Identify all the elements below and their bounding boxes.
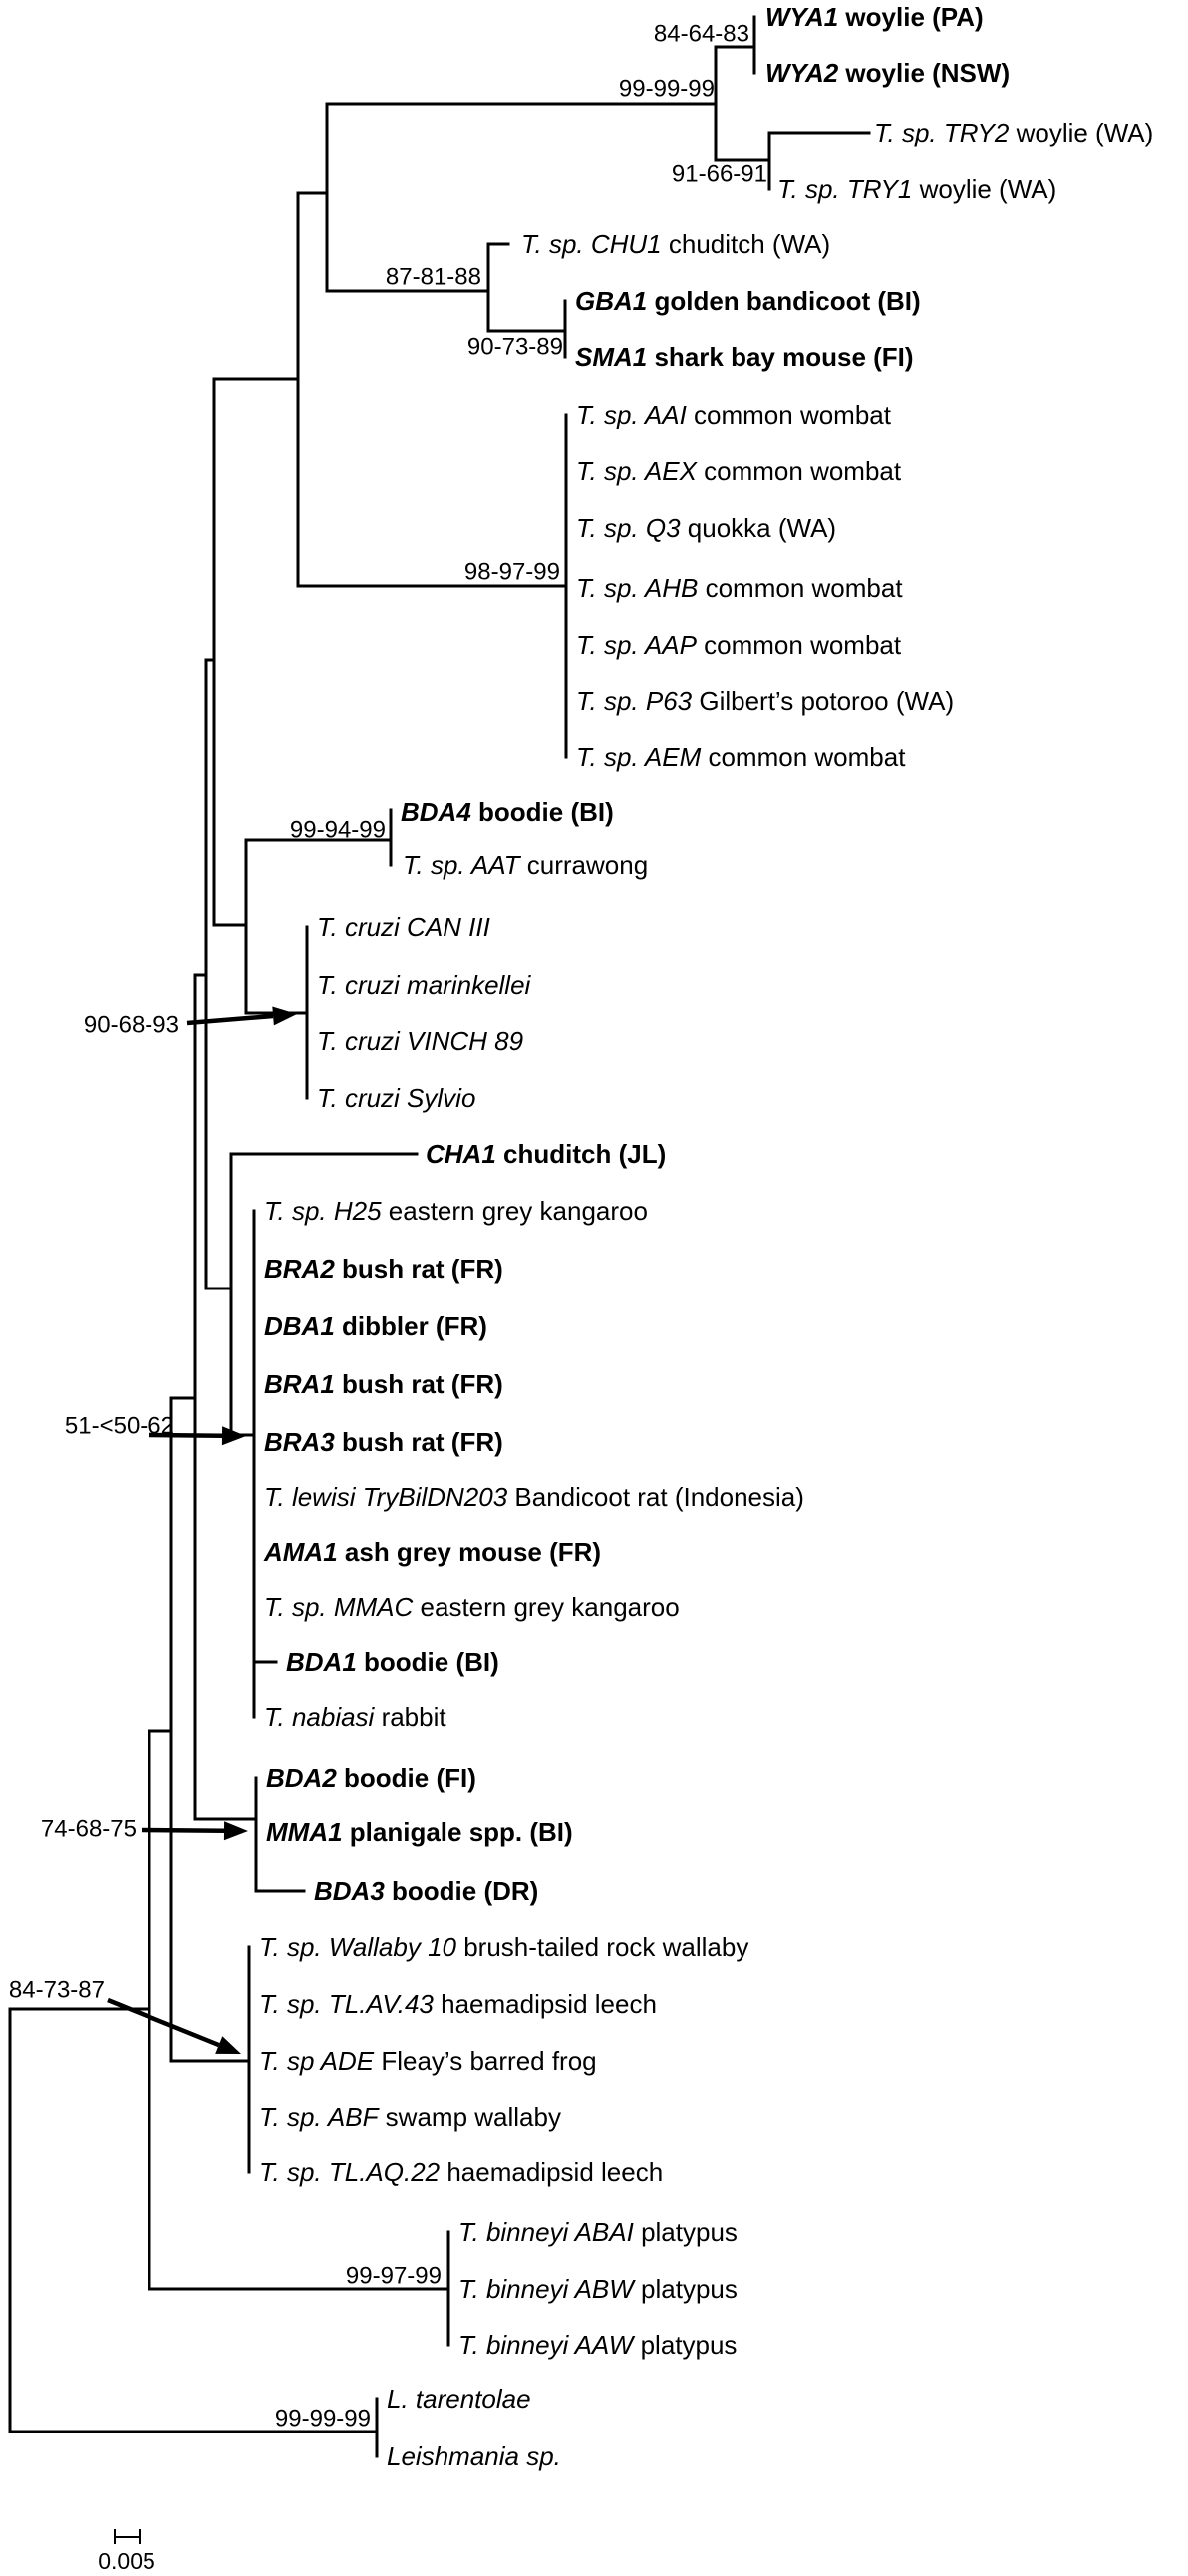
taxon-label-bra1: [264, 1369, 503, 1399]
support-values-outgroup-clade: 99-99-99: [274, 2405, 371, 2433]
scale-bar: [98, 2529, 155, 2574]
taxon-label-wya1: [765, 2, 984, 32]
taxon-label-tl-av-43: [259, 1989, 657, 2019]
taxon-label-segment: boodie (DR): [384, 1876, 539, 1907]
taxon-label-segment: common wombat: [696, 456, 902, 487]
taxon-label-try2: [874, 118, 1153, 147]
taxon-label-segment: GBA1: [575, 286, 648, 317]
taxon-label-segment: MMA1: [266, 1817, 343, 1848]
taxon-label-segment: L. tarentolae: [387, 2384, 531, 2415]
taxon-label-try1: [777, 174, 1056, 204]
taxon-label-q3: [576, 513, 836, 543]
taxon-label-aap: [576, 630, 902, 660]
taxon-label-segment: haemadipsid leech: [440, 2157, 664, 2188]
taxon-label-segment: T. sp. Wallaby 10: [259, 1932, 456, 1963]
taxon-label-segment: BDA1: [286, 1647, 357, 1678]
taxon-label-segment: T. sp. Q3: [576, 513, 681, 544]
taxon-label-segment: ash grey mouse (FR): [337, 1537, 602, 1568]
taxon-label-segment: BRA2: [264, 1254, 335, 1285]
taxon-label-segment: shark bay mouse (FI): [647, 342, 914, 373]
taxon-label-segment: T. sp. H25: [264, 1196, 382, 1227]
taxon-label-segment: T. cruzi VINCH 89: [317, 1026, 524, 1057]
taxon-label-segment: BRA3: [264, 1427, 335, 1458]
taxon-label-segment: chuditch (JL): [495, 1139, 667, 1170]
taxon-label-segment: currawong: [519, 850, 649, 881]
taxon-label-dba1: [264, 1311, 487, 1341]
taxon-label-segment: T. sp. MMAC: [264, 1592, 414, 1623]
taxon-label-segment: rabbit: [374, 1702, 446, 1733]
taxon-label-segment: common wombat: [701, 742, 906, 773]
support-arrow-shaft-bda2-clade: [142, 1830, 224, 1831]
taxon-label-ahb: [576, 573, 903, 603]
support-values-bda4-aat-clade: 99-94-99: [289, 816, 386, 844]
taxon-label-nabiasi: [264, 1702, 446, 1732]
taxon-label-aat: [403, 850, 648, 880]
taxon-label-sma1: [575, 342, 914, 372]
taxon-label-segment: woylie (PA): [838, 2, 984, 33]
taxon-label-segment: boodie (BI): [470, 797, 614, 828]
taxon-label-segment: T. sp. TRY1: [777, 174, 913, 205]
support-arrow-head-wallaby-clade: [215, 2036, 241, 2054]
taxon-label-cruzi-can-iii: [317, 912, 490, 942]
taxon-label-segment: swamp wallaby: [378, 2102, 561, 2133]
taxon-label-chu1: [521, 229, 830, 259]
taxon-label-aai: [576, 400, 892, 429]
taxon-label-segment: SMA1: [575, 342, 648, 373]
support-arrow-shaft-cruzi-clade: [187, 1016, 273, 1023]
taxon-label-segment: common wombat: [698, 573, 903, 604]
taxon-label-segment: T. sp. AEX: [576, 456, 697, 487]
taxon-label-segment: brush-tailed rock wallaby: [456, 1932, 749, 1963]
taxon-label-segment: T. cruzi Sylvio: [317, 1083, 476, 1114]
support-arrow-shaft-lewisi-clade: [149, 1435, 222, 1436]
support-arrow-head-lewisi-clade: [222, 1426, 246, 1445]
taxon-label-segment: AMA1: [264, 1537, 338, 1568]
taxon-label-segment: BRA1: [264, 1369, 335, 1400]
taxon-label-segment: chuditch (WA): [661, 229, 831, 260]
taxon-label-segment: platypus: [633, 2330, 738, 2361]
taxon-label-segment: T. sp. TRY2: [874, 118, 1010, 148]
taxon-label-segment: woylie (NSW): [838, 58, 1011, 89]
scale-bar-label: 0.005: [98, 2548, 155, 2575]
taxon-label-segment: T. sp. CHU1: [521, 229, 662, 260]
support-values-try-clade: 91-66-91: [671, 160, 767, 188]
taxon-label-segment: boodie (FI): [336, 1763, 476, 1794]
taxon-label-segment: boodie (BI): [356, 1647, 499, 1678]
taxon-label-segment: T. lewisi TryBilDN203: [264, 1482, 508, 1513]
taxon-label-segment: WYA2: [765, 58, 839, 89]
taxon-label-segment: BDA3: [314, 1876, 385, 1907]
taxon-label-segment: Leishmania sp.: [387, 2441, 561, 2472]
taxon-label-segment: T. binneyi ABW: [458, 2274, 634, 2305]
taxon-label-segment: T. sp ADE: [259, 2046, 375, 2077]
taxon-label-segment: T. sp. AAT: [403, 850, 520, 881]
taxon-label-lewisi: [264, 1482, 804, 1512]
taxon-label-segment: woylie (WA): [912, 174, 1057, 205]
taxon-label-l-tarentolae: [387, 2384, 531, 2414]
taxon-label-tl-aq-22: [259, 2157, 663, 2187]
taxon-label-segment: WYA1: [765, 2, 839, 33]
taxon-label-wallaby-10: [259, 1932, 748, 1962]
support-arrow-head-bda2-clade: [224, 1821, 248, 1840]
taxon-label-gba1: [575, 286, 921, 316]
taxon-label-segment: common wombat: [686, 400, 891, 430]
taxon-label-segment: platypus: [633, 2274, 738, 2305]
taxon-label-segment: bush rat (FR): [334, 1254, 503, 1285]
taxon-label-segment: eastern grey kangaroo: [413, 1592, 680, 1623]
support-values-gba-sma-clade: 90-73-89: [466, 333, 563, 361]
taxon-label-ama1: [263, 1537, 601, 1567]
taxon-label-leishmania-sp: [387, 2441, 561, 2471]
taxon-label-binneyi-aaw: [458, 2330, 737, 2360]
taxon-label-segment: platypus: [633, 2217, 738, 2248]
taxon-label-segment: Fleay’s barred frog: [374, 2046, 597, 2077]
taxon-label-bda1: [286, 1647, 499, 1677]
taxon-label-segment: quokka (WA): [680, 513, 837, 544]
taxon-label-segment: haemadipsid leech: [433, 1989, 657, 2020]
support-values-binneyi-clade: 99-97-99: [345, 2262, 442, 2290]
taxon-label-segment: T. sp. P63: [576, 686, 693, 716]
taxon-label-aem: [576, 742, 906, 772]
taxon-label-bda3: [314, 1876, 538, 1906]
taxon-label-segment: T. sp. AAP: [576, 630, 697, 661]
taxon-label-mma1: [266, 1817, 573, 1847]
taxon-label-p63: [576, 686, 954, 716]
support-values-wallaby-clade: 84-73-87: [8, 1976, 105, 2004]
taxon-label-cruzi-vinch-89: [317, 1026, 523, 1056]
taxon-label-binneyi-abai: [458, 2217, 738, 2247]
taxon-label-segment: woylie (WA): [1009, 118, 1154, 148]
taxon-label-segment: BDA4: [401, 797, 471, 828]
support-arrow-shaft-wallaby-clade: [108, 2000, 219, 2045]
taxon-label-segment: T. sp. TL.AQ.22: [259, 2157, 441, 2188]
taxon-label-segment: Gilbert’s potoroo (WA): [692, 686, 955, 716]
taxon-label-segment: DBA1: [264, 1311, 335, 1342]
taxon-label-mmac: [264, 1592, 680, 1622]
taxon-label-binneyi-abw: [458, 2274, 738, 2304]
taxon-label-h25: [264, 1196, 648, 1226]
taxon-label-cruzi-marinkellei: [317, 970, 532, 1000]
taxon-label-segment: T. cruzi CAN III: [317, 912, 490, 943]
taxon-label-bda4: [401, 797, 614, 827]
taxon-label-segment: T. sp. ABF: [259, 2102, 379, 2133]
taxon-label-abf: [259, 2102, 561, 2132]
taxon-label-segment: T. binneyi ABAI: [458, 2217, 634, 2248]
taxon-label-segment: CHA1: [426, 1139, 496, 1170]
taxon-label-segment: T. binneyi AAW: [458, 2330, 634, 2361]
taxon-label-segment: bush rat (FR): [334, 1369, 503, 1400]
support-values-wombat-clade: 98-97-99: [463, 558, 560, 586]
taxon-label-segment: T. cruzi marinkellei: [317, 970, 531, 1001]
taxon-label-segment: T. sp. AAI: [576, 400, 687, 430]
support-values-wya-clade: 84-64-83: [653, 20, 749, 48]
taxon-label-cha1: [426, 1139, 666, 1169]
taxon-label-segment: bush rat (FR): [334, 1427, 503, 1458]
taxon-label-segment: T. sp. TL.AV.43: [259, 1989, 434, 2020]
taxon-label-segment: BDA2: [266, 1763, 337, 1794]
taxon-label-segment: T. nabiasi: [264, 1702, 375, 1733]
taxon-label-segment: common wombat: [696, 630, 902, 661]
support-values-bda2-clade: 74-68-75: [40, 1815, 137, 1843]
taxon-label-segment: Bandicoot rat (Indonesia): [507, 1482, 804, 1513]
taxon-label-cruzi-sylvio: [317, 1083, 475, 1113]
taxon-label-wya2: [765, 58, 1010, 88]
support-values-woylie-clade: 99-99-99: [618, 75, 715, 103]
taxon-label-segment: planigale spp. (BI): [342, 1817, 573, 1848]
support-values-chu-gba-clade: 87-81-88: [385, 263, 481, 291]
taxon-label-segment: T. sp. AHB: [576, 573, 699, 604]
taxon-label-bda2: [266, 1763, 476, 1793]
taxon-label-segment: eastern grey kangaroo: [381, 1196, 648, 1227]
taxon-label-ade: [259, 2046, 597, 2076]
taxon-label-bra3: [264, 1427, 503, 1457]
taxon-label-segment: T. sp. AEM: [576, 742, 702, 773]
support-values-cruzi-clade: 90-68-93: [83, 1011, 179, 1039]
taxon-label-segment: dibbler (FR): [334, 1311, 487, 1342]
taxon-label-segment: golden bandicoot (BI): [647, 286, 921, 317]
support-arrow-head-cruzi-clade: [272, 1006, 297, 1025]
taxon-label-aex: [576, 456, 902, 486]
support-values-lewisi-clade: 51-<50-62: [64, 1412, 174, 1440]
taxon-label-bra2: [264, 1254, 503, 1284]
